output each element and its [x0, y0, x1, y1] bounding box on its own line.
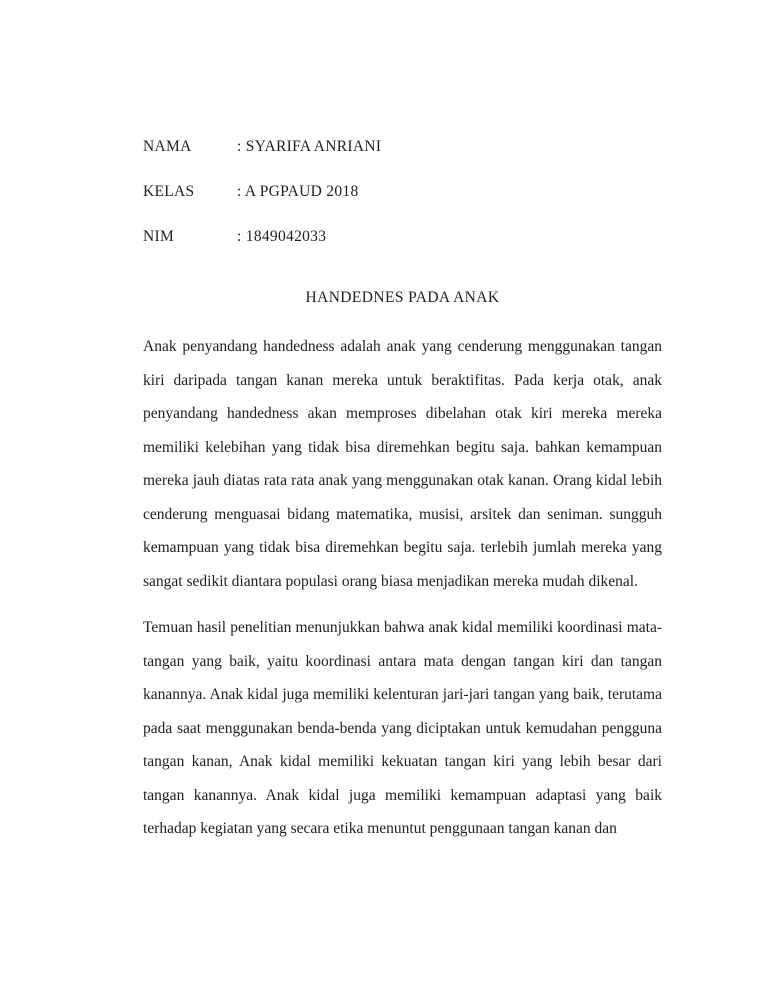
header-field-nim	[143, 227, 662, 247]
field-label-nim: NIM	[143, 228, 175, 245]
paragraph-2: Temuan hasil penelitian menunjukkan bahwa anak kidal memiliki koordinasi mata-tangan yang baik, yaitu koordinasi antara mata dengan tangan kiri dan tangan kanannya. Anak kidal juga memiliki kelenturan jari-jari tangan yang baik, terutama pada saat menggunakan benda-benda yang diciptakan untuk kemudahan pengguna tangan kanan, Anak kidal memiliki kekuatan tangan kiri yang lebih besar dari tangan kanannya. Anak kidal juga memiliki kemampuan adaptasi yang baik terhadap kegiatan yang secara etika menuntut penggunaan tangan kanan dan	[143, 619, 662, 837]
field-label-nama: NAMA	[143, 138, 192, 155]
paragraph-1: Anak penyandang handedness adalah anak yang cenderung menggunakan tangan kiri daripada tangan kanan mereka untuk beraktifitas. Pada kerja otak, anak penyandang handedness akan memproses dibelahan otak kiri mereka mereka memiliki kelebihan yang tidak bisa diremehkan begitu saja. bahkan kemampuan mereka jauh diatas rata rata anak yang menggunakan otak kanan. Orang kidal lebih cenderung menguasai bidang matematika, musisi, arsitek dan seniman. sungguh kemampuan yang tidak bisa diremehkan begitu saja. terlebih jumlah mereka yang sangat sedikit diantara populasi orang biasa menjadikan mereka mudah dikenal.	[143, 338, 662, 590]
field-label-kelas: KELAS	[143, 183, 195, 200]
header-field-kelas	[143, 182, 662, 202]
field-value-nim: : 1849042033	[237, 228, 327, 245]
field-value-kelas: : A PGPAUD 2018	[237, 183, 359, 200]
header-field-nama	[143, 137, 662, 157]
document-content	[143, 137, 662, 859]
field-value-nama: : SYARIFA ANRIANI	[237, 138, 382, 155]
document-title: HANDEDNES PADA ANAK	[305, 289, 500, 306]
